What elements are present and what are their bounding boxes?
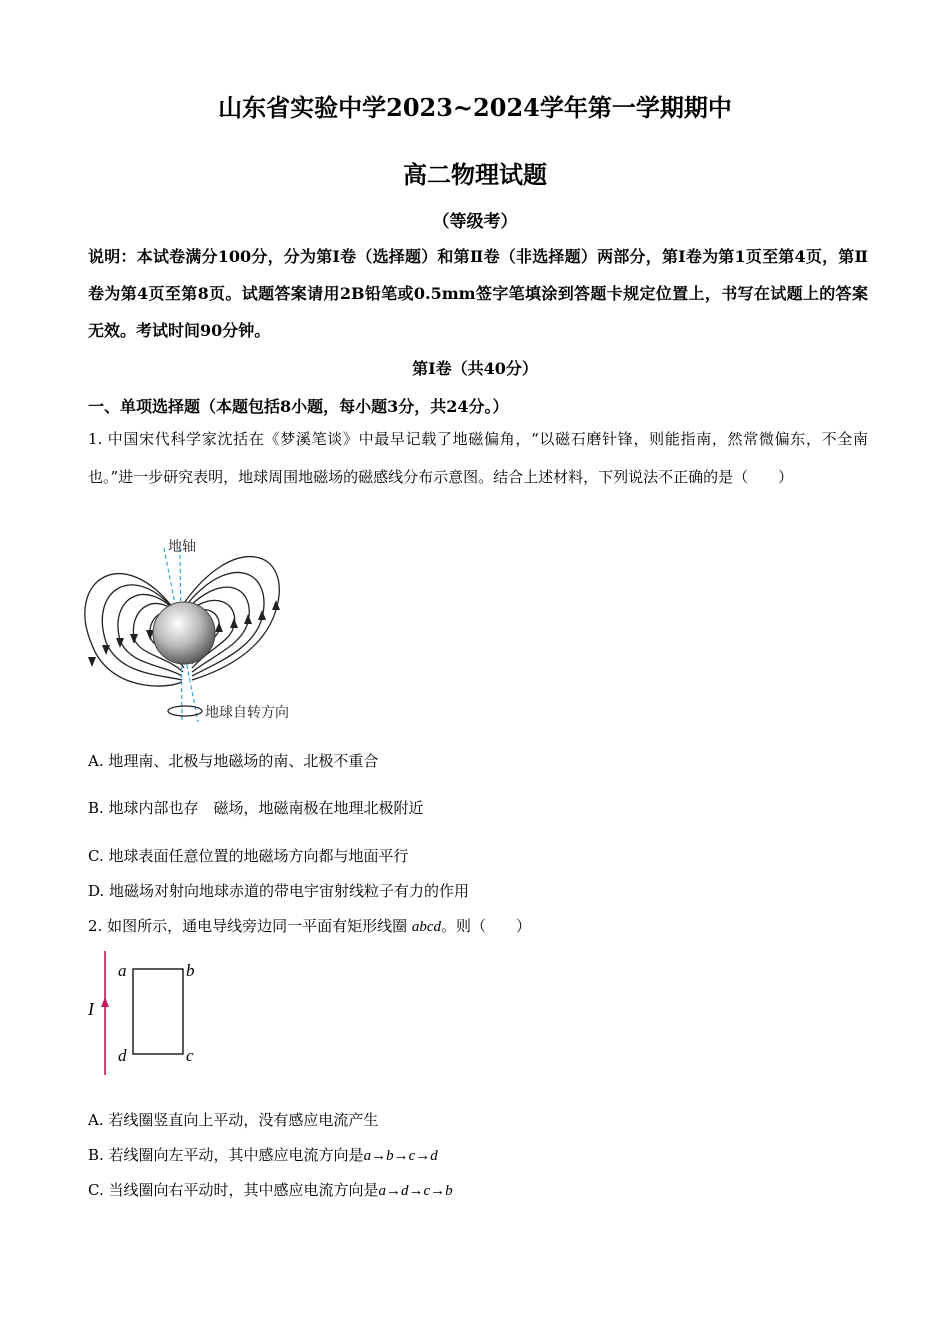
q2-stem-suffix: 。则（ ） xyxy=(441,917,532,935)
rect-loop xyxy=(133,969,183,1054)
current-arrow xyxy=(101,997,109,1007)
corner-d: d xyxy=(118,1046,127,1065)
rotation-label: 地球自转方向 xyxy=(205,705,289,721)
current-label: I xyxy=(88,999,94,1019)
axis-label: 地轴 xyxy=(168,539,196,555)
q2-option-b-path: a→b→c→d xyxy=(363,1148,438,1164)
wire-loop-figure xyxy=(84,945,214,1080)
exam-type: （等级考） xyxy=(432,212,518,232)
q2-option-b xyxy=(88,1144,438,1165)
q1-option-a: A. 地理南、北极与地磁场的南、北极不重合 xyxy=(88,752,379,770)
q2-option-c xyxy=(88,1179,453,1200)
q2-stem-prefix: 2. 如图所示，通电导线旁边同一平面有矩形线圈 xyxy=(88,917,412,935)
exam-title: 山东省实验中学2023~2024学年第一学期期中 xyxy=(218,93,732,122)
corner-a: a xyxy=(118,961,127,980)
q2-option-c-text: C. 当线圈向右平动时，其中感应电流方向是 xyxy=(88,1181,379,1199)
q2-stem xyxy=(88,915,531,936)
q1-option-b: B. 地球内部也存 磁场，地磁南极在地理北极附近 xyxy=(88,799,424,817)
q1-option-c: C. 地球表面任意位置的地磁场方向都与地面平行 xyxy=(88,847,409,865)
q2-stem-var: abcd xyxy=(411,919,442,935)
part1-heading: 第Ⅰ卷（共40分） xyxy=(412,359,538,378)
q2-option-c-path: a→d→c→b xyxy=(378,1183,453,1199)
instructions: 说明：本试卷满分100分，分为第Ⅰ卷（选择题）和第Ⅱ卷（非选择题）两部分，第Ⅰ卷为第1页至第4页，第Ⅱ卷为第4页至第8页。试题答案请用2B铅笔或0.5mm签字笔填涂到答题卡规定位置上，书写在试题上的答案无效。考试时间90分钟。 xyxy=(88,247,868,340)
earth-globe xyxy=(153,602,215,664)
earth-magnetic-field-figure xyxy=(84,530,324,725)
corner-b: b xyxy=(186,961,195,980)
corner-c: c xyxy=(186,1046,194,1065)
q2-option-a: A. 若线圈竖直向上平动，没有感应电流产生 xyxy=(88,1111,379,1129)
q2-option-b-text: B. 若线圈向左平动，其中感应电流方向是 xyxy=(88,1146,364,1164)
q1-stem: 1. 中国宋代科学家沈括在《梦溪笔谈》中最早记载了地磁偏角，“以磁石磨针锋，则能指南，然常微偏东，不全南也。”进一步研究表明，地球周围地磁场的磁感线分布示意图。结合上述材料，下列说法不正确的是（ ） xyxy=(88,430,868,486)
q1-option-d: D. 地磁场对射向地球赤道的带电宇宙射线粒子有力的作用 xyxy=(88,882,470,900)
section1-heading: 一、单项选择题（本题包括8小题，每小题3分，共24分。） xyxy=(88,397,509,416)
rotation-ellipse xyxy=(168,706,202,716)
exam-subject: 高二物理试题 xyxy=(403,160,547,189)
